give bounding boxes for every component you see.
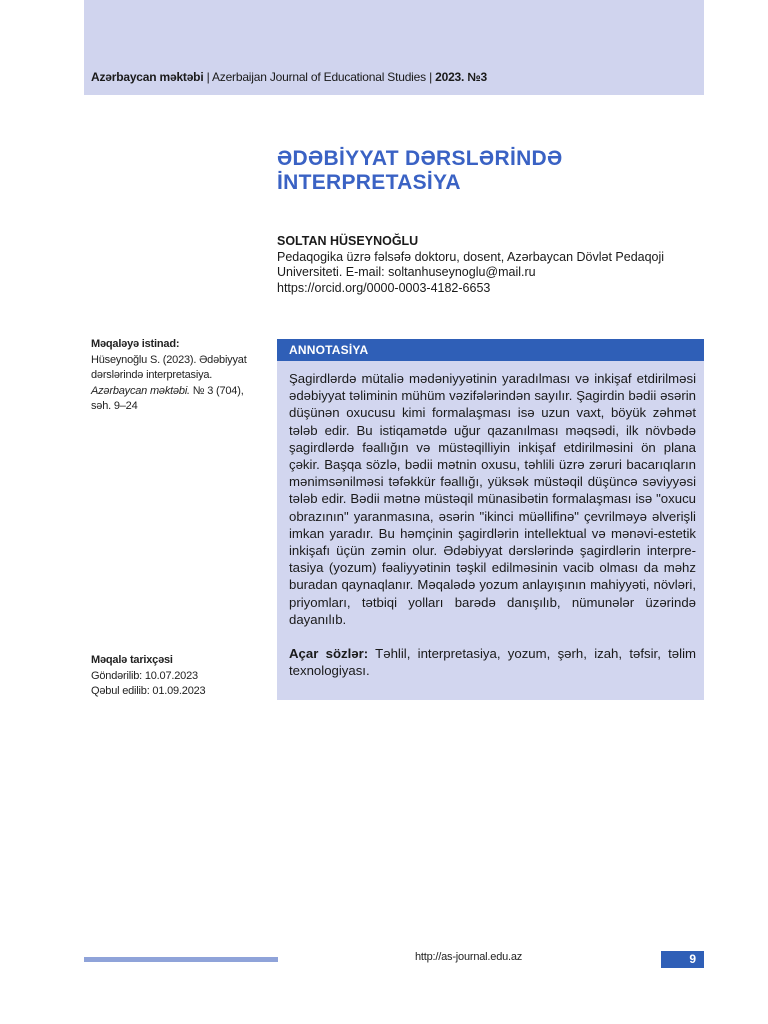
keywords-list: Təhlil, interpretasiya, yozum, şərh, izah, təfsir, təlim texnologiyası. bbox=[289, 646, 696, 679]
author-affiliation: Pedaqogika üzrə fəlsəfə doktoru, dosent, Azərbaycan Dövlət Pedaqoji bbox=[277, 249, 665, 264]
footer-bar bbox=[84, 957, 278, 962]
journal-name-az: Azərbaycan məktəbi bbox=[91, 70, 204, 84]
abstract-box bbox=[277, 339, 704, 700]
history-block bbox=[91, 653, 261, 700]
abstract-text: Şagirdlərdə mütaliə mədəniyyətinin yaradılması və inkişaf etdirilməsi ədəbiyyat təliminin mühüm vəzifələrindən sayılır. Şagirdin bədii əsərin düşünən oxucusu kimi formalaşması isə uzun vaxt, böyük zəhmət tələb edir. Bu istiqamətdə uğur qazanılması məqsədi, ilk növbədə şagirdlərdə fəallığın və müstəqilliyin inkişaf etdirilməsini ön plana çəkir. Başqa sözlə, bədii mətnin oxusu, təhlili üzrə zəruri bacarıqların mənimsənilməsi təfəkkür fəallığı, yüksək müstəqil düşüncə səviyyəsi tələb edir. Bədii mətnə müstəqil münasibətin formalaşması isə "oxucu obrazının" yaranmasına, əsərin "ikinci müəllifinə" çevrilməyə əlverişli imkan yaradır. Bu həmçinin şagirdlərin intellektual və mənəvi-estetik inkişafı üçün zəmin olur. Ədəbiyyat dərslərində şagirdlərin interpretasiya (yozum) fəaliyyətinin təşkil edilməsinin vacib olması da məhz buradan qaynaqlanır. Məqalədə yozum anlayışının mahiyyəti, növləri, priyomları, tətbiqi yolları barədə danışılıb, nümunələr üzərində dayanılıb. bbox=[289, 371, 696, 627]
title-line: İNTERPRETASİYA bbox=[277, 171, 461, 194]
article-title bbox=[277, 147, 697, 195]
journal-name-en: Azerbaijan Journal of Educational Studies bbox=[211, 70, 426, 84]
abstract-heading: ANNOTASİYA bbox=[277, 339, 704, 361]
history-heading: Məqalə tarixçəsi bbox=[91, 654, 173, 666]
footer-url[interactable]: http://as-journal.edu.az bbox=[415, 951, 523, 963]
citation-block bbox=[91, 337, 261, 415]
header-separator: | bbox=[425, 70, 436, 84]
page-number: 9 bbox=[661, 951, 704, 968]
keywords-label: Açar sözlər: bbox=[289, 646, 369, 661]
author-orcid[interactable]: https://orcid.org/0000-0003-4182-6653 bbox=[277, 280, 491, 295]
citation-line: Azərbaycan məktəbi. № 3 (704), bbox=[91, 384, 244, 397]
issue-label: 2023. №3 bbox=[435, 70, 487, 84]
citation-line: səh. 9–24 bbox=[91, 400, 138, 412]
keywords bbox=[289, 645, 696, 679]
author-email: Universiteti. E-mail: soltanhuseynoglu@mail.ru bbox=[277, 265, 536, 279]
citation-heading: Məqaləyə istinad: bbox=[91, 338, 180, 350]
history-accepted: Qəbul edilib: 01.09.2023 bbox=[91, 685, 206, 697]
title-line: ƏDƏBİYYAT DƏRSLƏRİNDƏ bbox=[277, 147, 563, 170]
history-sent: Göndərilib: 10.07.2023 bbox=[91, 669, 198, 682]
citation-journal: Azərbaycan məktəbi. bbox=[91, 384, 190, 397]
author-name: SOLTAN HÜSEYNOĞLU bbox=[277, 234, 419, 248]
author-block bbox=[277, 234, 697, 296]
running-header bbox=[91, 70, 691, 84]
header-separator: | bbox=[203, 70, 212, 84]
citation-line: Hüseynoğlu S. (2023). Ədəbiyyat bbox=[91, 353, 247, 366]
citation-line: dərslərində interpretasiya. bbox=[91, 369, 213, 381]
